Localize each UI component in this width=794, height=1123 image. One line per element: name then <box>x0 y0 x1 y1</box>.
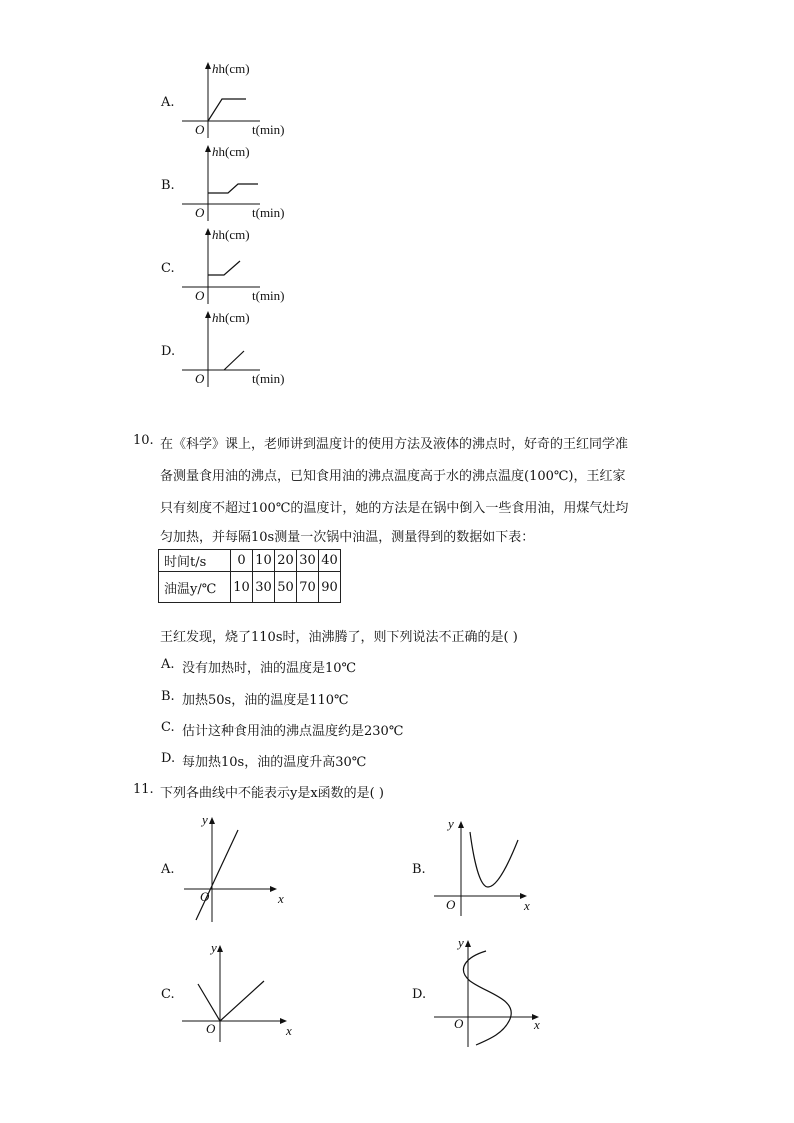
q10-option-c-text: 估计这种食用油的沸点温度约是230℃ <box>182 724 404 739</box>
q9-option-b-label: B. <box>161 178 175 193</box>
y-axis-label: y <box>448 816 454 831</box>
table-cell: 30 <box>253 572 275 603</box>
q10-line-1: 在《科学》课上，老师讲到温度计的使用方法及液体的沸点时，好奇的王红同学准 <box>160 437 629 452</box>
y-axis-arrow-icon <box>209 817 215 824</box>
y-axis-arrow-icon <box>458 821 464 828</box>
x-axis-label: x <box>278 891 284 906</box>
y-axis-arrow-icon <box>205 145 211 152</box>
q9-option-a-label: A. <box>161 95 175 110</box>
q10-line-2: 备测量食用油的沸点，已知食用油的沸点温度高于水的沸点温度(100℃)，王红家 <box>160 469 626 484</box>
origin-label: O <box>195 122 205 137</box>
q11-option-c-label: C. <box>161 987 175 1002</box>
graph-curve <box>196 830 238 920</box>
y-axis-arrow-icon <box>205 311 211 318</box>
x-axis-label: t(min) <box>252 122 285 137</box>
graph-curve <box>470 832 518 887</box>
table-cell: 90 <box>319 572 341 603</box>
q9-option-d-label: D. <box>161 344 176 359</box>
origin-label: O <box>454 1016 464 1031</box>
origin-label: O <box>195 288 205 303</box>
q11-option-a-label: A. <box>161 862 175 877</box>
x-axis-label: x <box>286 1023 292 1038</box>
q11-graph-c <box>178 936 298 1046</box>
q11-number: 11. <box>133 782 154 797</box>
y-unit: h(cm) <box>218 144 250 159</box>
table-cell: 20 <box>275 550 297 572</box>
x-axis-label: t(min) <box>252 288 285 303</box>
q10-option-b-text: 加热50s，油的温度是110℃ <box>182 693 349 708</box>
y-axis-label: y <box>211 940 217 955</box>
table-cell: 10 <box>231 572 253 603</box>
x-axis-label: t(min) <box>252 371 285 386</box>
origin-label: O <box>446 897 456 912</box>
table-cell: 30 <box>297 550 319 572</box>
origin-label: O <box>195 205 205 220</box>
y-axis-label: hh(cm) <box>212 61 250 76</box>
origin-label: O <box>200 889 210 904</box>
q10-option-b-label: B. <box>161 689 175 704</box>
y-unit: h(cm) <box>218 61 250 76</box>
y-unit: h(cm) <box>218 310 250 325</box>
q10-number: 10. <box>133 433 154 448</box>
graph-curve <box>208 99 246 121</box>
table-row <box>159 550 341 572</box>
q10-line-3: 只有刻度不超过100℃的温度计，她的方法是在锅中倒入一些食用油，用煤气灶均 <box>160 501 629 516</box>
q11-graph-b <box>428 812 548 920</box>
graph-curve <box>224 351 244 370</box>
q11-option-d-label: D. <box>412 987 427 1002</box>
origin-label: O <box>195 371 205 386</box>
table-cell: 50 <box>275 572 297 603</box>
y-axis-label: hh(cm) <box>212 310 250 325</box>
q9-graph-d <box>178 307 298 389</box>
table-cell: 40 <box>319 550 341 572</box>
q10-option-c-label: C. <box>161 720 175 735</box>
q10-option-a-label: A. <box>161 657 175 672</box>
x-axis-arrow-icon <box>270 886 277 892</box>
y-axis-label: hh(cm) <box>212 144 250 159</box>
q11-graph-a <box>178 808 298 926</box>
q9-graph-b <box>178 141 298 223</box>
y-axis-label: hh(cm) <box>212 227 250 242</box>
table-cell: 0 <box>231 550 253 572</box>
x-axis-label: t(min) <box>252 205 285 220</box>
graph-curve <box>198 981 264 1021</box>
graph-curve <box>208 261 240 275</box>
y-axis-label: y <box>458 935 464 950</box>
y-axis-arrow-icon <box>205 228 211 235</box>
q10-data-table <box>158 549 341 603</box>
q9-option-c-label: C. <box>161 261 175 276</box>
table-header-time: 时间t/s <box>159 550 231 572</box>
y-axis-arrow-icon <box>205 62 211 69</box>
graph-curve <box>463 951 511 1045</box>
table-cell: 10 <box>253 550 275 572</box>
table-header-temp: 油温y/℃ <box>159 572 231 603</box>
q11-graph-d <box>428 931 553 1051</box>
q10-question: 王红发现，烧了110s时，油沸腾了，则下列说法不正确的是( ) <box>160 630 518 645</box>
y-axis-label: y <box>202 812 208 827</box>
origin-label: O <box>206 1021 216 1036</box>
q9-graph-a <box>178 58 298 140</box>
x-axis-label: x <box>524 898 530 913</box>
q10-option-d-label: D. <box>161 751 176 766</box>
q11-option-b-label: B. <box>412 862 426 877</box>
y-axis-arrow-icon <box>217 945 223 952</box>
graph-curve <box>208 184 258 193</box>
table-row <box>159 572 341 603</box>
y-axis-arrow-icon <box>465 940 471 947</box>
y-unit: h(cm) <box>218 227 250 242</box>
table-cell: 70 <box>297 572 319 603</box>
q9-graph-c <box>178 224 298 306</box>
q10-option-d-text: 每加热10s，油的温度升高30℃ <box>182 755 367 770</box>
q10-line-4: 匀加热，并每隔10s测量一次锅中油温，测量得到的数据如下表： <box>160 530 535 545</box>
q10-option-a-text: 没有加热时，油的温度是10℃ <box>182 661 357 676</box>
q11-text: 下列各曲线中不能表示y是x函数的是( ) <box>160 786 384 801</box>
x-axis-label: x <box>534 1017 540 1032</box>
